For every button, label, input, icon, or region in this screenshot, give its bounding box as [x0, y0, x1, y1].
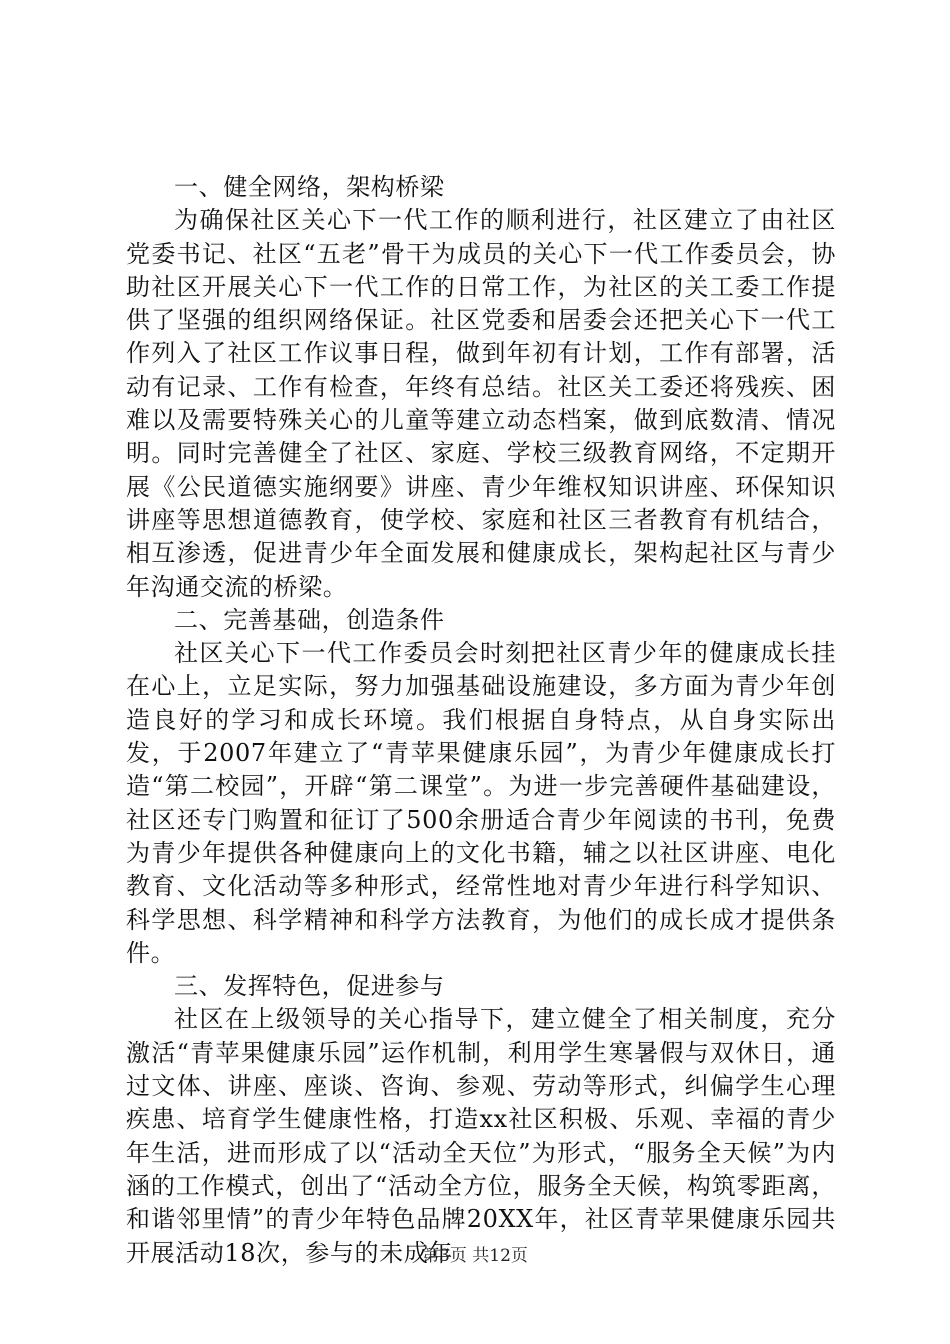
document-body: [126, 171, 836, 1270]
section-paragraph: 为确保社区关心下一代工作的顺利进行，社区建立了由社区党委书记、社区“五老”骨干为成员的关心下一代工作委员会，协助社区开展关心下一代工作的日常工作，为社区的关工委工作提供了坚强的组织网络保证。社区党委和居委会还把关心下一代工作列入了社区工作议事日程，做到年初有计划，工作有部署，活动有记录、工作有检查，年终有总结。社区关工委还将残疾、困难以及需要特殊关心的儿童等建立动态档案，做到底数清、情况明。同时完善健全了社区、家庭、学校三级教育网络，不定期开展《公民道德实施纲要》讲座、青少年维权知识讲座、环保知识讲座等思想道德教育，使学校、家庭和社区三者教育有机结合，相互渗透，促进青少年全面发展和健康成长，架构起社区与青少年沟通交流的桥梁。: [126, 206, 836, 601]
section-heading: 三、发挥特色，促进参与: [174, 972, 445, 1001]
section-heading: 二、完善基础，创造条件: [174, 605, 445, 634]
page-footer: 第3页 共12页: [422, 1246, 528, 1266]
section-paragraph: 社区在上级领导的关心指导下，建立健全了相关制度，充分激活“青苹果健康乐园”运作机制，利用学生寒暑假与双休日，通过文体、讲座、座谈、咨询、参观、劳动等形式，纠偏学生心理疾患、培育学生健康性格，打造xx社区积极、乐观、幸福的青少年生活，进而形成了以“活动全天位”为形式，“服务全天候”为内涵的工作模式，创出了“活动全方位，服务全天候，构筑零距离，和谐邻里情”的青少年特色品牌20XX年，社区青苹果健康乐园共开展活动18次，参与的未成年: [126, 1005, 836, 1267]
section-paragraph: 社区关心下一代工作委员会时刻把社区青少年的健康成长挂在心上，立足实际，努力加强基础设施建设，多方面为青少年创造良好的学习和成长环境。我们根据自身特点，从自身实际出发，于2007年建立了“青苹果健康乐园”，为青少年健康成长打造“第二校园”，开辟“第二课堂”。为进一步完善硬件基础建设，社区还专门购置和征订了500余册适合青少年阅读的书刊，免费为青少年提供各种健康向上的文化书籍，辅之以社区讲座、电化教育、文化活动等多种形式，经常性地对青少年进行科学知识、科学思想、科学精神和科学方法教育，为他们的成长成才提供条件。: [126, 639, 836, 967]
section-heading: 一、健全网络，架构桥梁: [174, 173, 445, 201]
